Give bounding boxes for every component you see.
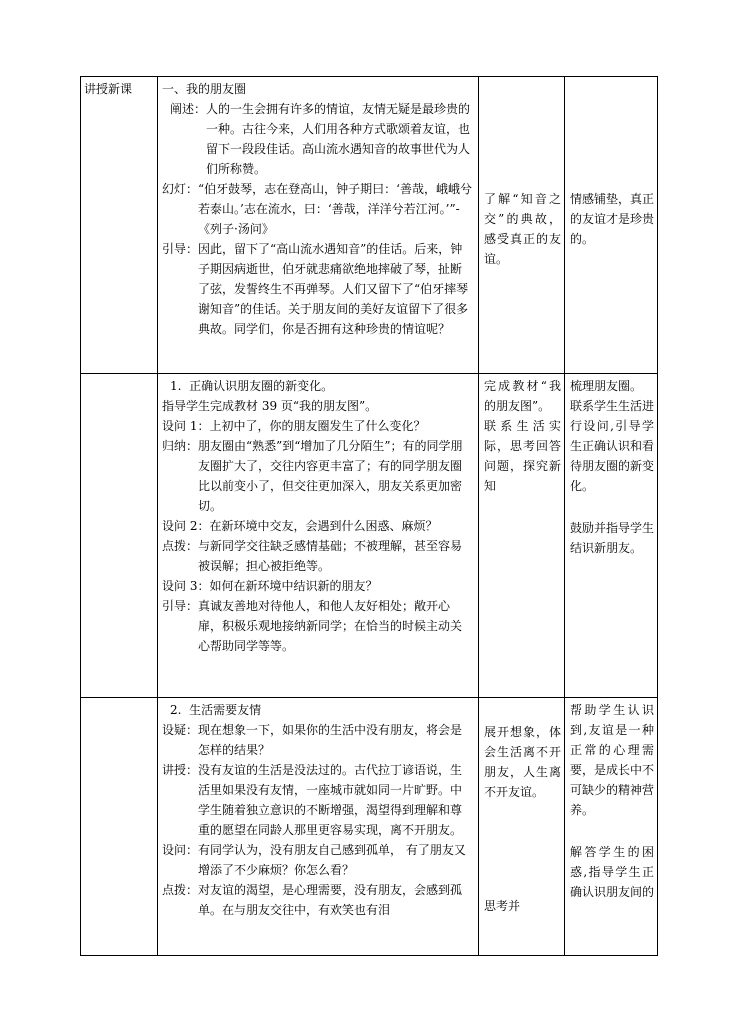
paragraph — [162, 576, 474, 596]
paragraph-label: 设问 3： — [162, 579, 210, 593]
paragraph-label: 阐述： — [170, 102, 207, 116]
paragraph-text: 没有友谊的生活是没法过的。古代拉丁谚语说，生活里如果没有友情，一座城市就如同一片旷野。中学生随着独立意识的不断增强，渴望得到理解和尊重的愿望在同龄人那里更容易实现，离不开朋友。 — [198, 763, 463, 837]
paragraph — [162, 880, 474, 920]
paragraph-text: 如何在新环境中结识新的朋友？ — [209, 579, 378, 593]
paragraph-text: 指导学生完成教材 39 页“我的朋友图”。 — [162, 399, 378, 413]
paragraph-text: “伯牙鼓琴，志在登高山，钟子期曰：‘善哉，峨峨兮若泰山。’志在流水，曰：‘善哉，洋洋兮若江河。’”-《列子·汤问》 — [198, 182, 472, 236]
design-intent-text: 联系学生生活进行设问,引导学生正确认识和看待朋友圈的新变化。 — [570, 399, 655, 493]
paragraph — [162, 416, 474, 436]
paragraph-text: 真诚友善地对待他人，和他人友好相处；敞开心扉，积极乐观地接纳新同学；在恰当的时候主动关心帮助同学等等。 — [198, 599, 463, 653]
student-activity-cell — [479, 77, 565, 374]
paragraph — [162, 436, 474, 516]
stage-cell — [81, 77, 158, 374]
stage-cell — [81, 374, 158, 698]
teaching-content-cell — [158, 374, 479, 698]
student-activity-cell — [479, 698, 565, 956]
paragraph-text: 因此，留下了“高山流水遇知音”的佳话。后来，钟子期因病逝世，伯牙就悲痛欲绝地摔破了琴，扯断了弦，发誓终生不再弹琴。人们又留下了“伯牙摔琴谢知音”的佳话。关于朋友间的美好友谊留下了很多典故。同学们，你是否拥有这种珍贵的情谊呢？ — [198, 242, 469, 336]
paragraph-label: 讲授： — [162, 763, 199, 777]
paragraph-text: 人的一生会拥有许多的情谊，友情无疑是最珍贵的一种。古往今来，人们用各种方式歌颂着友谊，也留下一段段佳话。高山流水遇知音的故事世代为人们所称赞。 — [206, 102, 471, 176]
paragraph — [162, 179, 474, 239]
paragraph-label: 归纳： — [162, 439, 199, 453]
paragraph-text: 在新环境中交友，会遇到什么困惑、麻烦？ — [209, 519, 438, 533]
paragraph — [162, 596, 474, 656]
student-activity-cell — [479, 374, 565, 698]
design-intent-cell — [565, 77, 658, 374]
paragraph-label: 点拨： — [162, 883, 199, 897]
lesson-plan-table — [80, 76, 658, 956]
paragraph — [162, 239, 474, 339]
table-row — [81, 374, 658, 698]
paragraph-label: 设问 2： — [162, 519, 210, 533]
paragraph-label: 引导： — [162, 599, 199, 613]
paragraph-label: 幻灯： — [162, 182, 199, 196]
paragraph — [162, 99, 474, 179]
stage-cell — [81, 698, 158, 956]
paragraph — [162, 516, 474, 536]
paragraph-text: 有同学认为，没有朋友自己感到孤单， 有了朋友又增添了不少麻烦？你怎么看？ — [198, 843, 466, 877]
teaching-content-cell — [158, 698, 479, 956]
student-activity-text: 完成教材“我的朋友图”。 — [484, 379, 561, 413]
design-intent-cell — [565, 698, 658, 956]
teaching-content-cell — [158, 77, 479, 374]
student-activity-text: 联系生活实际，思考回答问题，探究新知 — [484, 419, 561, 493]
table-row — [81, 698, 658, 956]
design-intent-cell — [565, 374, 658, 698]
student-activity-text: 了解“知音之交”的典故，感受真正的友谊。 — [484, 192, 561, 266]
stage-label: 讲授新课 — [84, 82, 133, 96]
section-title: 2. 生活需要友情 — [170, 703, 262, 717]
paragraph-text: 与新同学交往缺乏感情基础；不被理解，甚至容易被误解；担心被拒绝等。 — [198, 539, 463, 573]
paragraph-text: 现在想象一下，如果你的生活中没有朋友，将会是怎样的结果？ — [198, 723, 463, 757]
design-intent-text: 梳理朋友圈。 — [570, 379, 643, 393]
design-intent-text: 解答学生的困惑,指导学生正确认识朋友间的 — [570, 845, 655, 899]
paragraph-label: 引导： — [162, 242, 199, 256]
paragraph-label: 设疑： — [162, 723, 199, 737]
paragraph-text: 朋友圈由“熟悉”到“增加了几分陌生”；有的同学朋友圈扩大了，交往内容更丰富了；有的同学朋友圈比以前变小了，但交往更加深入，朋友关系更加密切。 — [198, 439, 463, 513]
paragraph — [162, 720, 474, 760]
paragraph — [162, 536, 474, 576]
paragraph-text: 对友谊的渴望，是心理需要，没有朋友，会感到孤单。在与朋友交往中，有欢笑也有泪 — [198, 883, 463, 917]
section-title: 一、我的朋友圈 — [162, 82, 247, 96]
paragraph — [162, 760, 474, 840]
student-activity-text: 展开想象，体会生活离不开朋友，人生离不开友谊。 — [484, 725, 561, 799]
design-intent-text: 帮助学生认识到,友谊是一种正常的心理需要，是成长中不可缺少的精神营养。 — [570, 703, 655, 817]
paragraph-text: 上初中了，你的朋友圈发生了什么变化？ — [209, 419, 426, 433]
table-row — [81, 77, 658, 374]
paragraph-label: 设问 1： — [162, 419, 210, 433]
paragraph — [162, 840, 474, 880]
section-title: 1. 正确认识朋友圈的新变化。 — [170, 379, 334, 393]
student-activity-text: 思考并 — [484, 899, 521, 913]
design-intent-text: 鼓励并指导学生结识新朋友。 — [570, 521, 655, 555]
design-intent-text: 情感铺垫，真正的友谊才是珍贵的。 — [570, 192, 655, 246]
paragraph-label: 点拨： — [162, 539, 199, 553]
paragraph-label: 设问： — [162, 843, 199, 857]
